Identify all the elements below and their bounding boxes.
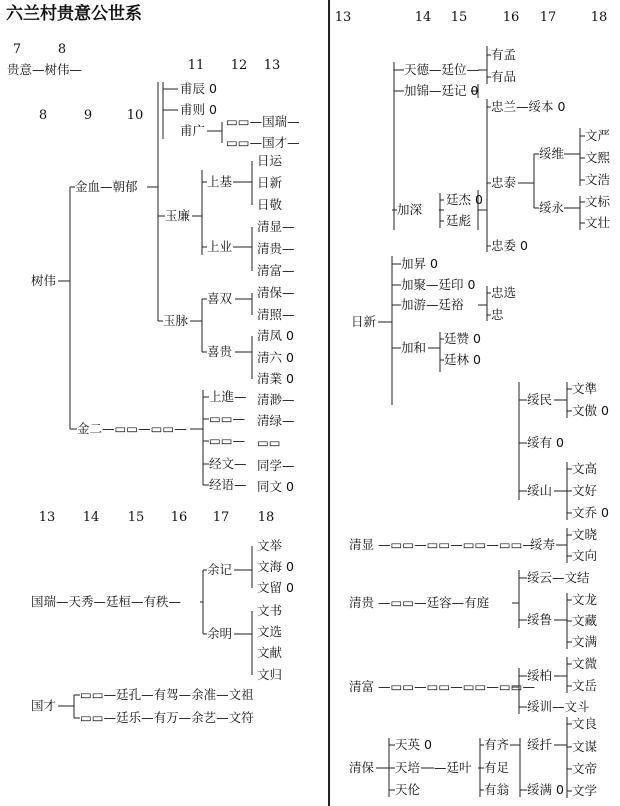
p1-shangjin-label: 上進— xyxy=(209,389,247,404)
p2-yuming-label: 余明 xyxy=(207,626,233,641)
p3-qingfu xyxy=(349,679,374,695)
p2-guorui-line xyxy=(31,594,181,610)
p3-wendi-label: 文帝 xyxy=(572,761,598,776)
p3-suishan-label: 绥山 xyxy=(527,483,553,498)
p3-youzu xyxy=(484,760,509,776)
p3-zhong-label: 忠 xyxy=(491,307,504,322)
p1-rijing-label: 日敬 xyxy=(257,197,283,212)
p3-youpin xyxy=(491,69,516,85)
p3-wenao-label: 文傲 xyxy=(572,403,598,418)
p1-gen-mid-a-2: 10 xyxy=(126,108,144,123)
p2-wenxian-label: 文献 xyxy=(257,645,283,660)
p1-yumai xyxy=(163,313,188,329)
p3-suiyun xyxy=(527,570,590,586)
p2-guocai-label: 国才 xyxy=(31,698,57,713)
p1-tongwen xyxy=(257,479,294,495)
p3-zhonglan-zero-mark: 0 xyxy=(557,99,566,114)
p2-wenhai-zero-mark: 0 xyxy=(286,559,294,574)
p2-guocai xyxy=(31,698,56,714)
p3-suiyou-label: 绥有 xyxy=(527,435,553,450)
p3-zhongtai xyxy=(491,175,516,191)
p3-gen-5: 18 xyxy=(590,10,608,25)
p3-zhongxuan-label: 忠选 xyxy=(491,285,517,300)
p3-suiqian-label: 绥扦 xyxy=(527,737,553,752)
p2-gen-2: 15 xyxy=(127,510,145,525)
p1-placeholder-row2-label: ▭▭— xyxy=(209,411,246,426)
p1-puchen-label: 甫辰 xyxy=(180,81,206,96)
p3-youqi-label: 有齐 xyxy=(484,737,510,752)
p3-wenbiao xyxy=(585,194,610,210)
p3-suilu xyxy=(527,612,552,628)
p3-gen-0: 13 xyxy=(334,10,352,25)
p2-wenxian xyxy=(257,645,282,661)
p1-tongxue-label: 同学— xyxy=(257,458,295,473)
p1-jingyu-label: 经语— xyxy=(209,477,247,492)
p2-wenhai-label: 文海 xyxy=(257,559,283,574)
p3-qinggui-label: 清贵 xyxy=(349,595,375,610)
p3-suimin-label: 绥民 xyxy=(527,392,553,407)
p3-jiahe xyxy=(401,340,426,356)
p3-wenyue-label: 文岳 xyxy=(572,678,598,693)
p3-jiaju-zero-mark: 0 xyxy=(467,277,476,292)
p1-jiner xyxy=(77,421,187,437)
p3-wenyue xyxy=(572,678,597,694)
p1-guocai xyxy=(226,135,300,151)
p3-jiajin-label: 加锦—廷记 xyxy=(404,83,467,98)
p3-wenwei-label: 文微 xyxy=(572,656,598,671)
p3-tianlun xyxy=(395,782,420,798)
p3-wenyan xyxy=(585,128,610,144)
p2-yuming xyxy=(207,626,232,642)
p1-qingye xyxy=(257,371,294,387)
p3-qingxian xyxy=(349,537,374,553)
p3-jiasheng-zero-mark: 0 xyxy=(430,256,438,271)
p3-tianying-label: 天英 xyxy=(395,737,421,752)
p1-qingliu-zero-mark: 0 xyxy=(286,350,294,365)
p1-placeholder-row3 xyxy=(209,433,245,449)
p1-guocai-label: ▭▭—国才— xyxy=(226,135,300,150)
p1-xigui xyxy=(207,344,232,360)
p3-wenlong xyxy=(572,592,597,608)
p3-suiyong-label: 绥永 xyxy=(539,200,565,215)
p3-tiande-label: 天德—廷位— xyxy=(404,62,480,77)
p1-qingye-label: 清業 xyxy=(257,371,283,386)
p3-wenliang xyxy=(572,716,597,732)
p3-zhonglan xyxy=(491,99,565,115)
p1-qinglu-label: 清绿— xyxy=(257,413,295,428)
p3-tianying xyxy=(395,737,432,753)
p3-tianpei xyxy=(395,760,420,776)
p3-jiasheng xyxy=(401,256,438,272)
p3-jiashen xyxy=(397,202,422,218)
p1-riyun xyxy=(257,153,282,169)
p2-wenju xyxy=(257,538,282,554)
p3-wenbiao-label: 文标 xyxy=(585,194,611,209)
p3-tingzan-zero-mark: 0 xyxy=(473,331,481,346)
p3-suixun xyxy=(527,699,590,715)
p3-wenxi-label: 文熙 xyxy=(585,150,611,165)
p1-shangye xyxy=(207,239,232,255)
p1-rixin-label: 日新 xyxy=(257,175,283,190)
p1-jiner-label: 金二—▭▭—▭▭— xyxy=(77,421,187,436)
p3-wengao xyxy=(572,461,597,477)
p2-yuji-label: 余记 xyxy=(207,562,233,577)
p3-wenxi xyxy=(585,150,610,166)
p1-qingfeng-zero-mark: 0 xyxy=(286,328,294,343)
p3-qingfu-label: 清富 xyxy=(349,679,375,694)
p3-zhongwei-label: 忠委 xyxy=(491,238,517,253)
p3-jiajin-zero-mark: 0 xyxy=(470,83,479,98)
p3-tingbiao-label: 廷彪 xyxy=(446,213,472,228)
p2-gen-0: 13 xyxy=(38,510,56,525)
p3-wenxiang xyxy=(572,548,597,564)
p1-jinxue-chaoyu xyxy=(75,179,138,195)
p3-zhongwei xyxy=(491,238,528,254)
p3-wenxiao xyxy=(572,527,597,543)
p3-qingxian-chain-label: —▭▭—▭▭—▭▭—▭▭— xyxy=(378,537,535,552)
page-title: 六兰村贵意公世系 xyxy=(6,4,142,24)
p3-tingye xyxy=(434,760,472,776)
p1-guorui xyxy=(226,114,300,130)
p3-tingjie-label: 廷杰 xyxy=(446,192,472,207)
p3-tingjie-zero-mark: 0 xyxy=(475,192,483,207)
p3-wenzhun xyxy=(572,381,597,397)
p3-jiayou-label: 加游—廷裕 xyxy=(401,297,464,312)
p1-qingfu-label: 清富— xyxy=(257,263,295,278)
p2-wenxuan xyxy=(257,624,282,640)
p3-wenxiao-label: 文晓 xyxy=(572,527,598,542)
p1-yulian-label: 玉廉 xyxy=(165,208,191,223)
p1-gen-mid-b-0: 11 xyxy=(187,58,205,73)
p3-youweng xyxy=(484,782,509,798)
p2-wenliu-zero-mark: 0 xyxy=(286,580,294,595)
p3-suilu-label: 绥鲁 xyxy=(527,612,553,627)
p1-rixin xyxy=(257,175,282,191)
p3-qingfu-chain xyxy=(378,679,535,695)
p3-suishou xyxy=(530,537,555,553)
p1-qingye-zero-mark: 0 xyxy=(286,371,294,386)
p1-puchen-zero-mark: 0 xyxy=(209,81,217,96)
p3-jiahe-label: 加和 xyxy=(401,340,427,355)
p1-riyun-label: 日运 xyxy=(257,153,283,168)
p3-wencang-label: 文藏 xyxy=(572,613,598,628)
p1-tongxue xyxy=(257,458,295,474)
p1-puze xyxy=(180,102,217,118)
p3-wenxue xyxy=(572,783,597,799)
p3-jiaju-label: 加聚—廷印 xyxy=(401,277,464,292)
p1-gen-top-0: 7 xyxy=(12,42,22,57)
p3-gen-3: 16 xyxy=(502,10,520,25)
p1-qingliu-label: 清六 xyxy=(257,350,283,365)
p1-gen-mid-a-0: 8 xyxy=(38,108,48,123)
p1-placeholder-leaf xyxy=(257,435,281,451)
p3-youpin-label: 有品 xyxy=(491,69,517,84)
p3-wenyan-label: 文严 xyxy=(585,128,611,143)
p3-wendi xyxy=(572,761,597,777)
p1-qinglu xyxy=(257,413,295,429)
p1-puchen xyxy=(180,81,217,97)
p3-qingxian-label: 清显 xyxy=(349,537,375,552)
p3-zhongtai-label: 忠泰 xyxy=(491,175,517,190)
p2-yuji xyxy=(207,562,232,578)
p3-tingzan-label: 廷赞 xyxy=(444,331,470,346)
p1-jinxue-chaoyu-label: 金血—朝郁 xyxy=(75,179,138,194)
p1-jingwen xyxy=(209,456,247,472)
p3-tingbiao xyxy=(446,213,471,229)
p3-jiashen-label: 加深 xyxy=(397,202,423,217)
p1-qingliu xyxy=(257,350,294,366)
p1-placeholder-row2 xyxy=(209,411,245,427)
p3-youmeng-label: 有孟 xyxy=(491,47,517,62)
p1-xishuang xyxy=(207,291,232,307)
p3-qinggui xyxy=(349,595,374,611)
p2-wenxuan-label: 文选 xyxy=(257,624,283,639)
p3-youweng-label: 有翁 xyxy=(484,782,510,797)
p1-xishuang-label: 喜双 xyxy=(207,291,233,306)
p1-root-line-label: 贵意—树伟— xyxy=(7,62,83,77)
p3-tianpei-label: 天培 xyxy=(395,760,421,775)
p3-tinglin xyxy=(444,352,481,368)
p2-guorui-line-label: 国瑞—天秀—廷桓—有秩— xyxy=(31,594,182,609)
p3-rixin xyxy=(351,314,376,330)
p3-suibai-label: 绥柏 xyxy=(527,668,553,683)
p1-qingzhao-label: 清照— xyxy=(257,307,295,322)
p1-shangye-label: 上业 xyxy=(207,239,233,254)
p2-wenliu-label: 文留 xyxy=(257,580,283,595)
p1-root-line xyxy=(7,62,82,78)
p3-gen-4: 17 xyxy=(539,10,557,25)
p1-jingyu xyxy=(209,477,247,493)
p3-youmeng xyxy=(491,47,516,63)
p3-suiwei-label: 绥维 xyxy=(539,146,565,161)
p3-tingjie xyxy=(446,192,483,208)
p3-tianying-zero-mark: 0 xyxy=(424,737,432,752)
p3-wenlong-label: 文龙 xyxy=(572,592,598,607)
p3-wenhao-label: 文浩 xyxy=(585,172,611,187)
p3-suiman-label: 绥满 xyxy=(527,782,553,797)
p3-wenxue-label: 文学 xyxy=(572,783,598,798)
p3-gen-2: 15 xyxy=(450,10,468,25)
p1-puze-zero-mark: 0 xyxy=(209,102,217,117)
p3-suiwei xyxy=(539,146,564,162)
p1-shangji xyxy=(207,174,232,190)
p1-puguang xyxy=(180,123,205,139)
p2-wenju-label: 文举 xyxy=(257,538,283,553)
p1-placeholder-row3-label: ▭▭— xyxy=(209,433,246,448)
p1-yumai-label: 玉脉 xyxy=(163,313,189,328)
p1-rijing xyxy=(257,197,282,213)
p3-youzu-label: 有足 xyxy=(484,760,510,775)
p3-gen-1: 14 xyxy=(414,10,432,25)
p3-qingbao xyxy=(349,760,374,776)
p3-jiasheng-label: 加昇 xyxy=(401,256,427,271)
p1-qingbao-label: 清保— xyxy=(257,285,295,300)
p3-suiyong xyxy=(539,200,564,216)
p1-qingmiao-label: 清渺— xyxy=(257,392,295,407)
p1-xigui-label: 喜贵 xyxy=(207,344,233,359)
p3-youqi xyxy=(484,737,509,753)
p2-wenliu xyxy=(257,580,294,596)
p1-gen-mid-b-1: 12 xyxy=(230,58,248,73)
p3-wenqiao-zero-mark: 0 xyxy=(601,505,609,520)
p1-qingfu xyxy=(257,263,295,279)
p1-tongwen-zero-mark: 0 xyxy=(286,479,294,494)
p1-qinggui xyxy=(257,241,295,257)
p3-tingzan xyxy=(444,331,481,347)
p3-suiyou-zero-mark: 0 xyxy=(556,435,564,450)
p3-wenliang-label: 文良 xyxy=(572,716,598,731)
p1-qingxian xyxy=(257,219,295,235)
p1-qingbao xyxy=(257,285,295,301)
p2-wengui-label: 文归 xyxy=(257,667,283,682)
p1-shuwei-label: 树伟 xyxy=(31,273,57,288)
p2-branch-b xyxy=(80,710,254,726)
p3-suiman-zero-mark: 0 xyxy=(556,782,564,797)
p2-branch-a-label: ▭▭—廷孔—有驾—余准—文祖 xyxy=(80,687,254,702)
p3-suibai xyxy=(527,668,552,684)
p3-wenzhun-label: 文準 xyxy=(572,381,598,396)
p1-shuwei xyxy=(31,273,56,289)
p3-tiande xyxy=(404,62,479,78)
p2-branch-b-label: ▭▭—廷乐—有万—余艺—文符 xyxy=(80,710,254,725)
p3-wenxiang-label: 文向 xyxy=(572,548,598,563)
p2-wenhai xyxy=(257,559,294,575)
p1-placeholder-leaf-label: ▭▭ xyxy=(257,435,281,450)
p1-qingfeng xyxy=(257,328,294,344)
p3-tinglin-zero-mark: 0 xyxy=(473,352,481,367)
p1-shangjin xyxy=(209,389,247,405)
p3-qingbao-label: 清保 xyxy=(349,760,375,775)
p3-tianlun-label: 天伦 xyxy=(395,782,421,797)
p3-wenzhuang xyxy=(585,215,610,231)
p1-qingfeng-label: 清凤 xyxy=(257,328,283,343)
p3-suishan xyxy=(527,483,552,499)
p3-wenqiao xyxy=(572,505,609,521)
p3-suiyou xyxy=(527,435,564,451)
p1-yulian xyxy=(165,208,190,224)
p3-wenhao xyxy=(585,172,610,188)
p3-wenmou xyxy=(572,739,597,755)
p2-gen-3: 16 xyxy=(170,510,188,525)
p3-qingxian-chain xyxy=(378,537,535,553)
p3-jiaju xyxy=(401,277,475,293)
p3-wenman-label: 文满 xyxy=(572,634,598,649)
p1-guorui-label: ▭▭—国瑞— xyxy=(226,114,300,129)
p3-wenmou-label: 文谋 xyxy=(572,739,598,754)
p1-qingzhao xyxy=(257,307,295,323)
p3-tinglin-label: 廷林 xyxy=(444,352,470,367)
p3-rixin-label: 日新 xyxy=(351,314,377,329)
p3-wenman xyxy=(572,634,597,650)
p2-wengui xyxy=(257,667,282,683)
p2-branch-a xyxy=(80,687,254,703)
p3-suiyun-label: 绥云—文结 xyxy=(527,570,590,585)
p3-wenao xyxy=(572,403,609,419)
p3-zhongxuan xyxy=(491,285,516,301)
p3-wenqiao-label: 文乔 xyxy=(572,505,598,520)
p2-wenshu xyxy=(257,603,282,619)
p2-gen-1: 14 xyxy=(82,510,100,525)
p3-qinggui-chain xyxy=(378,595,489,611)
p3-tingye-label: —廷叶 xyxy=(434,760,472,775)
p3-qinggui-chain-label: —▭▭—廷容—有庭 xyxy=(378,595,490,610)
p3-zhongwei-zero-mark: 0 xyxy=(520,238,528,253)
p3-suiqian xyxy=(527,737,552,753)
p1-shangji-label: 上基 xyxy=(207,174,233,189)
p3-suiman xyxy=(527,782,564,798)
p2-gen-4: 17 xyxy=(212,510,230,525)
p1-puguang-label: 甫广 xyxy=(180,123,206,138)
p3-suishou-label: 绥寿 xyxy=(530,537,556,552)
p3-jiajin xyxy=(404,83,478,99)
p1-qingmiao xyxy=(257,392,295,408)
p3-wenhao2-label: 文好 xyxy=(572,483,598,498)
p3-zhong xyxy=(491,307,504,323)
p2-gen-5: 18 xyxy=(257,510,275,525)
p3-suixun-label: 绥训—文斗 xyxy=(527,699,590,714)
p3-zhonglan-label: 忠兰—绥本 xyxy=(491,99,554,114)
p2-wenshu-label: 文书 xyxy=(257,603,283,618)
p1-gen-mid-b-2: 13 xyxy=(263,58,281,73)
p3-jiayou xyxy=(401,297,464,313)
p3-wencang xyxy=(572,613,597,629)
p3-wenao-zero-mark: 0 xyxy=(601,403,609,418)
p3-suimin xyxy=(527,392,552,408)
p1-qinggui-label: 清贵— xyxy=(257,241,295,256)
p1-gen-top-1: 8 xyxy=(57,42,67,57)
p1-tongwen-label: 同文 xyxy=(257,479,283,494)
p3-wenhao2 xyxy=(572,483,597,499)
p3-wenzhuang-label: 文壮 xyxy=(585,215,611,230)
p1-qingxian-label: 清显— xyxy=(257,219,295,234)
p3-wenwei xyxy=(572,656,597,672)
p1-puze-label: 甫则 xyxy=(180,102,206,117)
p1-gen-mid-a-1: 9 xyxy=(83,108,93,123)
p3-wengao-label: 文高 xyxy=(572,461,598,476)
p1-jingwen-label: 经文— xyxy=(209,456,247,471)
p3-qingfu-chain-label: —▭▭—▭▭—▭▭—▭▭— xyxy=(378,679,535,694)
